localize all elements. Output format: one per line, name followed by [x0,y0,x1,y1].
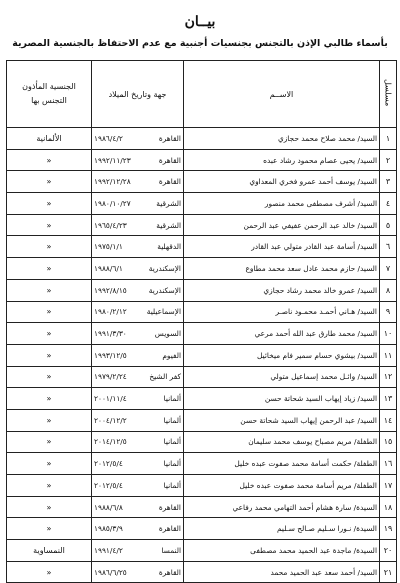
table-row [7,193,397,215]
table-row [7,236,397,258]
table-row [7,258,397,280]
row-serial: ١٦ [380,453,397,475]
row-birth-place: القاهرة [158,155,181,165]
table-row [7,540,397,562]
row-birth [92,279,184,301]
table-row [7,279,397,301]
row-nationality: « [7,193,92,215]
row-nationality: « [7,475,92,497]
row-birth [92,409,184,431]
table-row [7,561,397,583]
row-birth-place: القاهرة [158,133,181,143]
row-birth [92,453,184,475]
row-serial: ٤ [380,193,397,215]
row-name: السيدة/ نـورا سـليم صـالح سـليم [184,518,380,540]
row-serial: ٧ [380,258,397,280]
row-name: السيدة/ ماجدة عبد الحميد محمد مصطفى [184,540,380,562]
row-birth-place: القاهرة [158,524,181,534]
row-name: السيد/ عمرو خالد محمد رشاد حجازي [184,279,380,301]
header-name: الاســم [184,61,380,128]
row-birth-place: القاهرة [158,502,181,512]
row-birth-place: النمسا [161,545,181,555]
row-serial: ٣ [380,171,397,193]
row-birth-date: ٢٠٠٤/١٢/٢ [94,415,127,425]
row-name: الطفلة/ مريم مصباح يوسف محمد سليمان [184,431,380,453]
row-birth [92,323,184,345]
row-nationality: « [7,171,92,193]
row-birth-date: ١٩٩٢/١٢/٢٨ [94,177,131,187]
row-birth-date: ١٩٨٨/٦/٨ [94,502,123,512]
row-nationality: « [7,344,92,366]
row-name: السيدة/ سارة هشام أحمد التهامي محمد رفاعي [184,496,380,518]
row-birth [92,518,184,540]
table-row [7,344,397,366]
table-header-row [7,61,397,128]
row-birth-date: ١٩٩٢/٨/١٥ [94,285,127,295]
table-row [7,453,397,475]
row-birth-place: الإسكندرية [148,285,181,295]
row-birth-date: ١٩٦٥/٤/٢٣ [94,220,127,230]
row-birth-place: كفر الشيخ [149,372,181,382]
row-name: السيد/ يحيى عصام محمود رشاد عبده [184,149,380,171]
row-birth-date: ١٩٨٠/١٠/٢٧ [94,198,131,208]
row-birth-place: الشرقية [156,220,181,230]
row-birth [92,149,184,171]
row-birth [92,388,184,410]
row-birth-place: الشرقية [156,198,181,208]
table-row [7,366,397,388]
row-name: السيد/ وائـل محمد إسماعيل متولي [184,366,380,388]
row-birth-place: السويس [154,329,181,339]
row-nationality: الألمانية [7,128,92,150]
row-birth-place: القاهرة [158,567,181,577]
row-birth-place: ألمانيا [163,394,181,404]
row-name: السيد/ زياد إيهاب السيد شحاتة حسن [184,388,380,410]
row-birth-date: ١٩٩١/٣/٣٠ [94,329,127,339]
row-name: الطفلة/ مريم أسامة محمد صفوت عبده خليل [184,475,380,497]
row-nationality: « [7,323,92,345]
row-birth-date: ١٩٨٨/٦/١ [94,263,123,273]
applicants-table [6,60,397,583]
row-nationality: « [7,258,92,280]
row-serial: ٨ [380,279,397,301]
header-birth: جهة وتاريخ الميلاد [92,61,184,128]
row-birth-date: ٢٠١٢/٥/٤ [94,480,123,490]
row-serial: ١١ [380,344,397,366]
row-serial: ١ [380,128,397,150]
row-birth-date: ٢٠١٢/٥/٤ [94,459,123,469]
row-birth [92,258,184,280]
row-birth-date: ١٩٨٦/٦/٢٥ [94,567,127,577]
row-serial: ١٢ [380,366,397,388]
row-serial: ٢١ [380,561,397,583]
row-birth-date: ٢٠١٤/١٢/٥ [94,437,127,447]
row-birth [92,301,184,323]
row-name: السيد/ أسامة عبد القادر متولي عبد القادر [184,236,380,258]
table-row [7,475,397,497]
row-birth [92,561,184,583]
table-row [7,214,397,236]
row-serial: ١٨ [380,496,397,518]
row-birth [92,236,184,258]
row-birth [92,214,184,236]
table-row [7,301,397,323]
document-subtitle: بأسماء طالبي الإذن بالتجنس بجنسيات أجنبية مع عدم الاحتفاظ بالجنسية المصرية [12,38,388,49]
header-serial: مسلسل [380,61,397,128]
row-birth [92,344,184,366]
table-row [7,431,397,453]
row-serial: ٢٠ [380,540,397,562]
row-birth-place: القاهرة [158,177,181,187]
row-birth-place: ألمانيا [163,437,181,447]
row-nationality: « [7,453,92,475]
row-birth [92,431,184,453]
row-nationality: « [7,149,92,171]
row-birth-date: ٢٠٠١/١١/٤ [94,394,127,404]
row-nationality: « [7,279,92,301]
row-name: السيد/ حازم محمد عادل سعد محمد مطاوع [184,258,380,280]
row-birth [92,496,184,518]
row-nationality: النمساوية [7,540,92,562]
table-row [7,128,397,150]
row-serial: ١٥ [380,431,397,453]
row-serial: ١٧ [380,475,397,497]
table-row [7,518,397,540]
row-name: السيد/ بيشوي حسام سمير فام ميخائيل [184,344,380,366]
row-serial: ١٤ [380,409,397,431]
row-serial: ٢ [380,149,397,171]
row-serial: ٩ [380,301,397,323]
row-name: السيد/ أشرف مصطفى محمد منصور [184,193,380,215]
row-birth [92,366,184,388]
row-birth-date: ١٩٩٢/١١/٢٣ [94,155,131,165]
row-birth-date: ١٩٨٠/٢/١٢ [94,307,127,317]
row-nationality: « [7,301,92,323]
row-name: السيد/ يوسف أحمد عمرو فخري المعداوي [184,171,380,193]
row-name: السيد/ أحمد سعد عبد الحميد محمد [184,561,380,583]
row-nationality: « [7,388,92,410]
row-nationality: « [7,366,92,388]
row-birth-date: ١٩٨٥/٣/٩ [94,524,123,534]
row-nationality: « [7,214,92,236]
table-row [7,323,397,345]
table-row [7,171,397,193]
row-serial: ١٩ [380,518,397,540]
row-birth-place: الدقهلية [157,242,181,252]
row-name: السيد/ هـاني أحمـد محمـود ناصـر [184,301,380,323]
row-name: السيد/ عبد الرحمن إيهاب السيد شحاتة حسن [184,409,380,431]
row-nationality: « [7,561,92,583]
row-birth-place: الإسماعيلية [146,307,181,317]
row-serial: ٦ [380,236,397,258]
row-nationality: « [7,431,92,453]
table-row [7,409,397,431]
row-name: السيد/ خالد عبد الرحمن عفيفي عبد الرحمن [184,214,380,236]
row-nationality: « [7,518,92,540]
row-birth-place: ألمانيا [163,480,181,490]
row-birth-date: ١٩٧٥/١/١ [94,242,123,252]
table-row [7,496,397,518]
row-birth [92,128,184,150]
row-birth-place: الفيوم [162,350,181,360]
row-birth-place: ألمانيا [163,415,181,425]
row-name: السيد/ محمد طارق عبد الله أحمد مرعي [184,323,380,345]
row-birth [92,171,184,193]
row-nationality: « [7,409,92,431]
table-row [7,388,397,410]
row-birth [92,193,184,215]
row-birth-date: ١٩٩٣/١٢/٥ [94,350,127,360]
table-row [7,149,397,171]
row-nationality: « [7,496,92,518]
row-birth-date: ١٩٩١/٤/٢ [94,545,123,555]
row-birth [92,540,184,562]
row-birth-place: الإسكندرية [148,263,181,273]
document-title: بيــان [184,14,216,30]
row-birth-date: ١٩٨٦/٤/٢ [94,133,123,143]
row-serial: ٥ [380,214,397,236]
header-nationality: الجنسية المأذون التجنس بها [7,61,92,128]
row-birth-date: ١٩٧٩/٢/٢٤ [94,372,127,382]
row-birth [92,475,184,497]
row-serial: ١٣ [380,388,397,410]
row-birth-place: ألمانيا [163,459,181,469]
row-serial: ١٠ [380,323,397,345]
row-name: السيد/ محمد صلاح محمد حجازي [184,128,380,150]
row-nationality: « [7,236,92,258]
row-name: الطفلة/ حكمت أسامة محمد صفوت عبده خليل [184,453,380,475]
